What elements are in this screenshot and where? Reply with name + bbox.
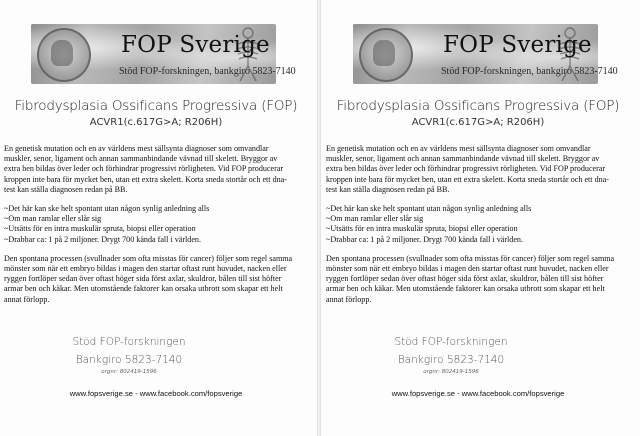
list-item: ~Utsätts för en intra muskulär spruta, biopsi eller operation <box>326 224 518 234</box>
list-item: ~Drabbar ca: 1 på 2 miljoner. Drygt 700 kända fall i världen. <box>326 234 523 244</box>
body-text <box>326 144 616 314</box>
support-block <box>4 336 254 375</box>
list-item: ~Det här kan ske helt spontant utan någon synlig anledning alls <box>4 204 210 214</box>
footer-links[interactable]: www.fopsverige.se - www.facebook.com/fopsverige <box>391 389 565 398</box>
list-item: ~Om man ramlar eller slår sig <box>326 214 424 224</box>
support-block <box>326 336 576 375</box>
flyer-left <box>4 0 308 436</box>
process-paragraph: Den spontana processen (svullnader som ofta misstas för cancer) följer som regel samma mönster som när ett embryo bildas i magen den startar oftast runt huvudet, nacken eller ryggen fortlöper sedan över oftast höger sida först axlar, skuldror, bålen till sist höfter armar ben och käkar. Men utomstående faktorer kan orsaka utbrott som skapar ett helt annat förlopp. <box>4 253 293 304</box>
brand-name: FOP Sverige <box>443 32 592 58</box>
banner <box>31 24 296 84</box>
list-item: ~Det här kan ske helt spontant utan någon synlig anledning alls <box>326 204 532 214</box>
intro-paragraph: En genetisk mutation och en av världens mest sällsynta diagnoser som omvandlar muskler, senor, ligament och annan sammanbindande vävnad till skelett. Bryggor av extra ben bildas över leder och förhindrar progressivt rörligheten. Vid FOP producerar kroppen inte bara för mycket ben, utan ett extra skelett. Korta sneda stortår och ett dna-test kan ställa diagnosen redan på BB. <box>4 144 287 194</box>
list-item: ~Utsätts för en intra muskulär spruta, biopsi eller operation <box>4 224 196 234</box>
page-fold-divider <box>317 0 321 436</box>
flyer-right <box>326 0 630 436</box>
bankgiro-number: Bankgiro 5823-7140 <box>397 354 505 366</box>
seal-logo-icon <box>359 28 413 82</box>
banner <box>353 24 618 84</box>
trigger-list <box>4 204 294 245</box>
banner-tagline: Stöd FOP-forskningen, bankgiro 5823-7140 <box>441 66 618 77</box>
gene-mutation-subtitle: ACVR1(c.617G>A; R206H) <box>411 117 545 128</box>
footer-links[interactable]: www.fopsverige.se - www.facebook.com/fopsverige <box>69 389 243 398</box>
intro-paragraph: En genetisk mutation och en av världens mest sällsynta diagnoser som omvandlar muskler, senor, ligament och annan sammanbindande vävnad till skelett. Bryggor av extra ben bildas över leder och förhindrar progressivt rörligheten. Vid FOP producerar kroppen inte bara för mycket ben, utan ett extra skelett. Korta sneda stortår och ett dna-test kan ställa diagnosen redan på BB. <box>326 144 609 194</box>
brand-name: FOP Sverige <box>121 32 270 58</box>
document-title: Fibrodysplasia Ossificans Progressiva (FOP) <box>14 98 298 114</box>
support-heading: Stöd FOP-forskningen <box>72 336 186 348</box>
banner-tagline: Stöd FOP-forskningen, bankgiro 5823-7140 <box>119 66 296 77</box>
seal-logo-icon <box>37 28 91 82</box>
trigger-list <box>326 204 616 245</box>
org-number: orgnr: 802419-1596 <box>423 369 479 375</box>
list-item: ~Drabbar ca: 1 på 2 miljoner. Drygt 700 kända fall i världen. <box>4 234 201 244</box>
list-item: ~Om man ramlar eller slår sig <box>4 214 102 224</box>
document-title: Fibrodysplasia Ossificans Progressiva (FOP) <box>336 98 620 114</box>
support-heading: Stöd FOP-forskningen <box>394 336 508 348</box>
org-number: orgnr: 802419-1596 <box>101 369 157 375</box>
bankgiro-number: Bankgiro 5823-7140 <box>75 354 183 366</box>
process-paragraph: Den spontana processen (svullnader som ofta misstas för cancer) följer som regel samma mönster som när ett embryo bildas i magen den startar oftast runt huvudet, nacken eller ryggen fortlöper sedan över oftast höger sida först axlar, skuldror, bålen till sist höfter armar ben och käkar. Men utomstående faktorer kan orsaka utbrott som skapar ett helt annat förlopp. <box>326 253 615 304</box>
gene-mutation-subtitle: ACVR1(c.617G>A; R206H) <box>89 117 223 128</box>
body-text <box>4 144 294 314</box>
